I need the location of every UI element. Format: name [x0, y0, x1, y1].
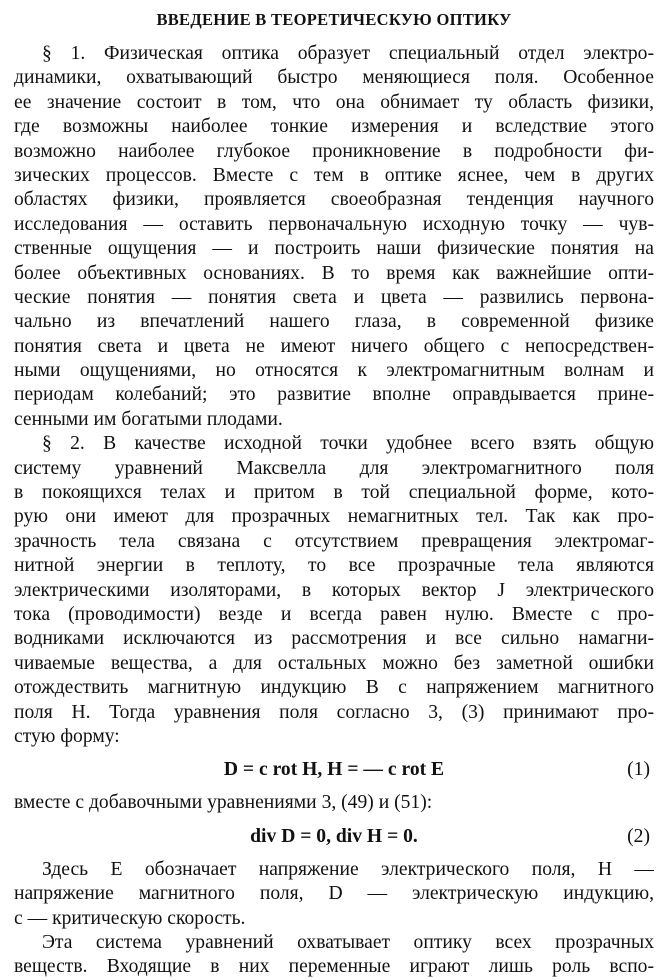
text-line: нитной энергии в теплоту, то все прозрачные тела являются: [14, 555, 654, 577]
text-line: веществ. Входящие в них переменные играют лишь роль вспо-: [14, 956, 654, 978]
text-line: электрическими изоляторами, в которых вектор J электрического: [14, 579, 654, 601]
text-line: рую они имеют для прозрачных немагнитных тел. Так как про-: [14, 506, 654, 528]
text-line: ческие понятия — понятия света и цвета — развились первона-: [14, 286, 654, 308]
text-line: зрачность тела связана с отсутствием превращения электромаг-: [14, 530, 654, 552]
text-line: более объективных основаниях. В то время как важнейшие опти-: [14, 262, 654, 284]
text-line: зических процессов. Вместе с тем в оптике яснее, чем в других: [14, 164, 654, 186]
equation-text: D = c rot H, H = — c rot E: [223, 759, 445, 781]
text-line: § 2. В качестве исходной точки удобнее всего взять общую: [42, 433, 654, 455]
equation-1: [14, 755, 654, 785]
chapter-title: ВВЕДЕНИЕ В ТЕОРЕТИЧЕСКУЮ ОПТИКУ: [156, 10, 512, 29]
text-line: ными ощущениями, но относятся к электромагнитным волнам и: [14, 360, 654, 382]
text-line: Эта система уравнений охватывает оптику всех прозрачных: [42, 931, 654, 953]
text-line: отождествить магнитную индукцию B с напряжением магнитного: [14, 677, 654, 699]
text-line: исследования — оставить первоначальную исходную точку — чув-: [14, 213, 654, 235]
text-line: ственные ощущения — и построить наши физические понятия на: [14, 238, 654, 260]
text-line: Здесь E обозначает напряжение электрического поля, H —: [42, 858, 654, 880]
text-line: c — критическую скорость.: [14, 907, 246, 929]
equation-text: div D = 0, div H = 0.: [250, 825, 418, 847]
text-line: напряжение магнитного поля, D — электрическую индукцию,: [14, 883, 654, 905]
text-line: систему уравнений Максвелла для электромагнитного поля: [14, 457, 654, 479]
text-line: чиваемые вещества, а для остальных можно без заметной ошибки: [14, 652, 654, 674]
text-line: поля H. Тогда уравнения поля согласно 3, (3) принимают про-: [14, 701, 654, 723]
equation-2: [14, 822, 654, 852]
paragraph-1: [14, 42, 654, 432]
text-line: вместе с добавочными уравнениями 3, (49) и (51):: [14, 792, 433, 814]
paragraph-3: [14, 791, 654, 815]
equation-number: (1): [627, 759, 650, 781]
text-line: где возможны наиболее тонкие измерения и вследствие этого: [14, 116, 654, 138]
text-line: стую форму:: [14, 725, 120, 747]
text-line: чально из впечатлений нашего глаза, в современной физике: [14, 311, 654, 333]
text-line: в покоящихся телах и притом в той специальной форме, кото-: [14, 482, 654, 504]
equation-number: (2): [627, 825, 650, 847]
text-line: водниками исключаются из рассмотрения и все сильно намагни-: [14, 628, 654, 650]
text-line: § 1. Физическая оптика образует специальный отдел электро-: [42, 43, 654, 64]
text-line: периодам колебаний; это развитие вполне оправдывается прине-: [14, 384, 654, 406]
text-line: динамики, охватывающий быстро меняющиеся поля. Особенное: [14, 67, 654, 89]
paragraph-4: [14, 858, 654, 931]
paragraph-5: [14, 931, 654, 980]
text-line: понятия света и цвета не имеют ничего общего с непосредствен-: [14, 335, 654, 357]
text-line: ее значение состоит в том, что она обнимает ту область физики,: [14, 91, 654, 113]
paragraph-2: [14, 432, 654, 749]
text-line: возможно наиболее глубокое проникновение в подробности фи-: [14, 140, 654, 162]
text-line: тока (проводимости) везде и всегда равен нулю. Вместе с про-: [14, 603, 654, 625]
text-line: сенными им богатыми плодами.: [14, 408, 283, 430]
text-line: областях физики, проявляется своеобразная тенденция научного: [14, 189, 654, 211]
